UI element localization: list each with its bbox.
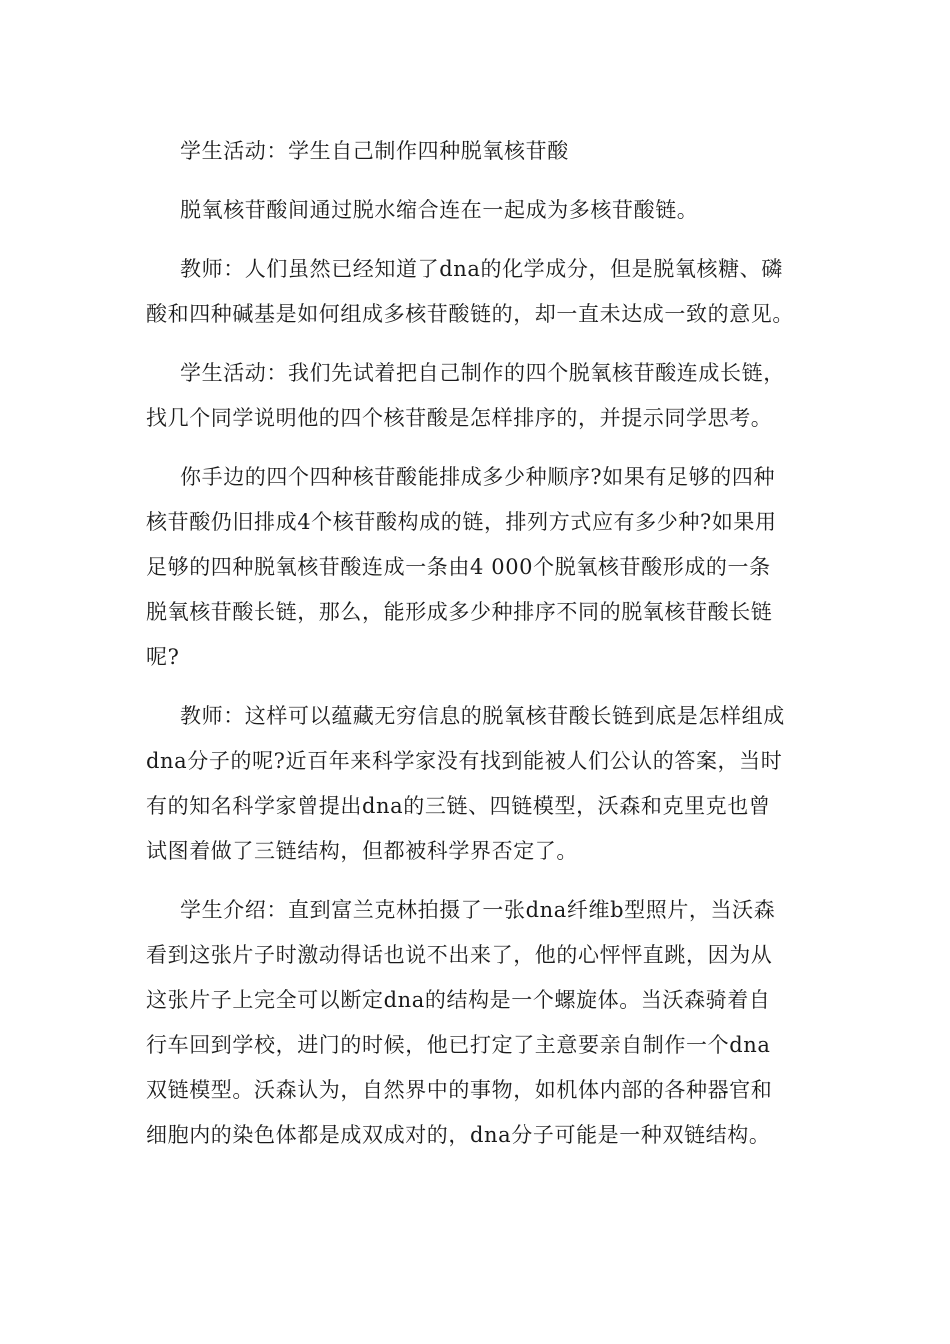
text-line: 学生介绍：直到富兰克林拍摄了一张dna纤维b型照片，当沃森 bbox=[180, 898, 776, 922]
text-line: dna分子的呢?近百年来科学家没有找到能被人们公认的答案，当时 bbox=[146, 749, 783, 773]
document-body bbox=[146, 129, 810, 1172]
text-line: 学生活动：学生自己制作四种脱氧核苷酸 bbox=[180, 139, 569, 163]
text-line: 教师：这样可以蕴藏无穷信息的脱氧核苷酸长链到底是怎样组成 bbox=[180, 704, 785, 728]
text-line: 试图着做了三链结构，但都被科学界否定了。 bbox=[146, 839, 578, 863]
text-line: 双链模型。沃森认为，自然界中的事物，如机体内部的各种器官和 bbox=[146, 1078, 773, 1102]
paragraph-questions bbox=[146, 455, 810, 680]
text-line: 这张片子上完全可以断定dna的结构是一个螺旋体。当沃森骑着自 bbox=[146, 988, 771, 1012]
paragraph-teacher-2 bbox=[146, 694, 810, 874]
text-line: 酸和四种碱基是如何组成多核苷酸链的，却一直未达成一致的意见。 bbox=[146, 302, 794, 326]
text-line: 足够的四种脱氧核苷酸连成一条由4 000个脱氧核苷酸形成的一条 bbox=[146, 555, 771, 579]
paragraph-condensation bbox=[146, 188, 810, 233]
paragraph-student-activity-2 bbox=[146, 351, 810, 441]
text-line: 教师：人们虽然已经知道了dna的化学成分，但是脱氧核糖、磷 bbox=[180, 257, 783, 281]
text-line: 有的知名科学家曾提出dna的三链、四链模型，沃森和克里克也曾 bbox=[146, 794, 771, 818]
text-line: 细胞内的染色体都是成双成对的，dna分子可能是一种双链结构。 bbox=[146, 1123, 771, 1147]
paragraph-student-activity-1 bbox=[146, 129, 810, 174]
paragraph-student-intro bbox=[146, 888, 810, 1158]
text-line: 脱氧核苷酸长链，那么，能形成多少种排序不同的脱氧核苷酸长链 bbox=[146, 600, 773, 624]
text-line: 核苷酸仍旧排成4个核苷酸构成的链，排列方式应有多少种?如果用 bbox=[146, 510, 777, 534]
text-line: 找几个同学说明他的四个核苷酸是怎样排序的，并提示同学思考。 bbox=[146, 406, 773, 430]
paragraph-teacher-1 bbox=[146, 247, 810, 337]
text-line: 行车回到学校，进门的时候，他已打定了主意要亲自制作一个dna bbox=[146, 1033, 771, 1057]
text-line: 看到这张片子时激动得话也说不出来了，他的心怦怦直跳，因为从 bbox=[146, 943, 773, 967]
text-line: 学生活动：我们先试着把自己制作的四个脱氧核苷酸连成长链， bbox=[180, 361, 785, 385]
text-line: 你手边的四个四种核苷酸能排成多少种顺序?如果有足够的四种 bbox=[180, 465, 776, 489]
text-line: 脱氧核苷酸间通过脱水缩合连在一起成为多核苷酸链。 bbox=[180, 198, 699, 222]
text-line: 呢? bbox=[146, 645, 180, 669]
